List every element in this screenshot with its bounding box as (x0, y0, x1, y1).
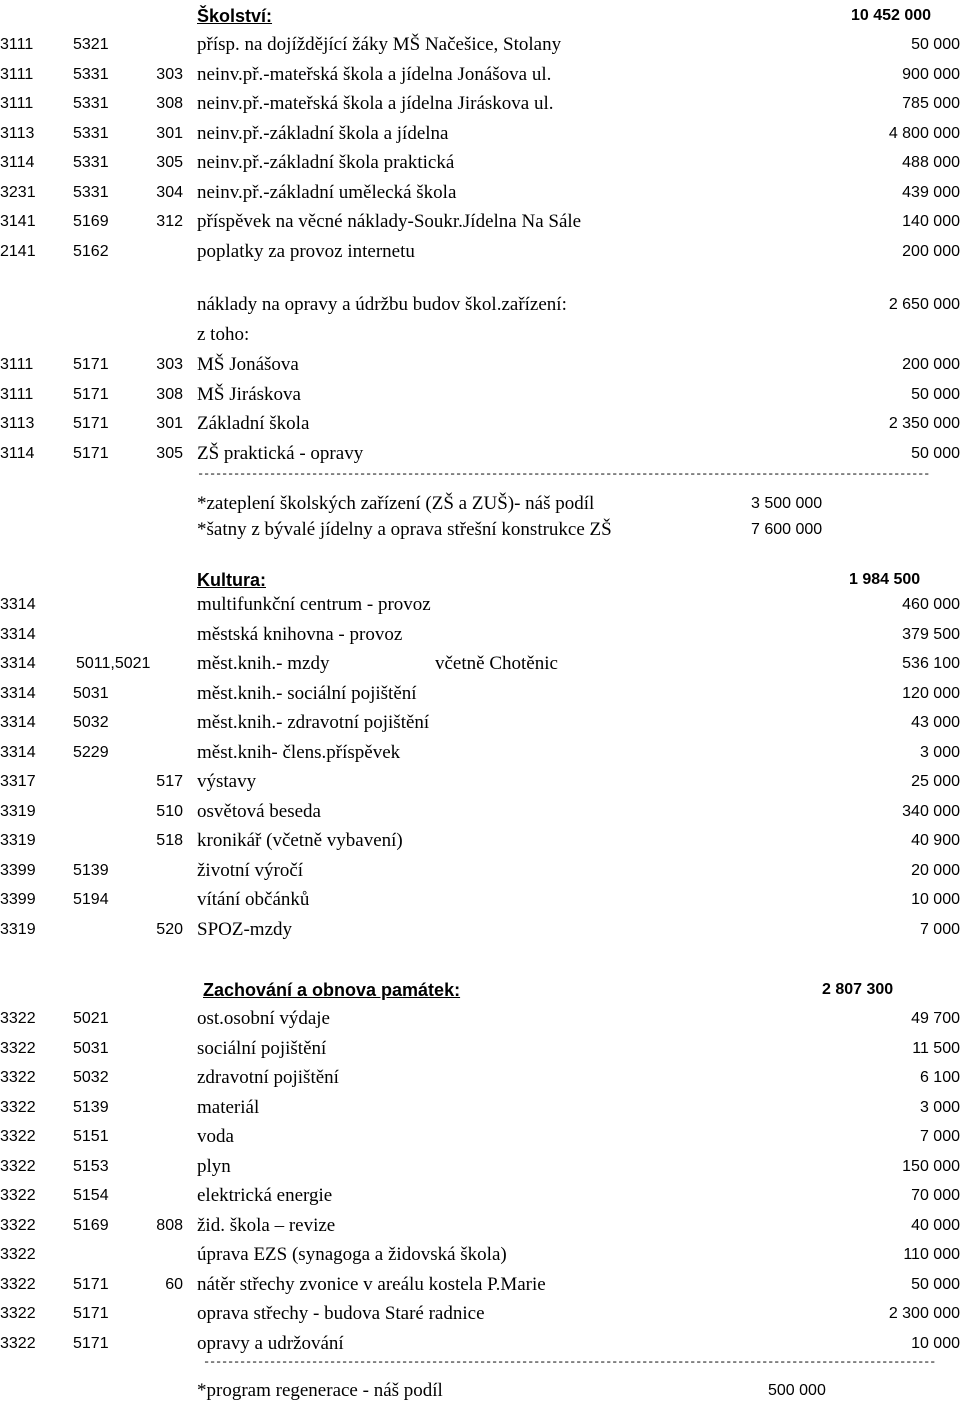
item-amount: 7 000 (919, 1128, 960, 1145)
account-code: 2141 (0, 242, 36, 260)
note-amount: 500 000 (768, 1382, 826, 1399)
table-row (0, 768, 960, 796)
item-description: měst.knih- člens.příspěvek (197, 741, 401, 763)
table-row (0, 709, 960, 737)
account-code: 3399 (0, 891, 36, 908)
table-row (0, 886, 960, 914)
item-description: nátěr střechy zvonice v areálu kostela P.Marie (197, 1273, 546, 1295)
separator-row (0, 464, 960, 484)
org-code: 518 (156, 832, 183, 849)
item-code: 5139 (73, 861, 109, 879)
item-code: 5331 (73, 124, 109, 142)
account-code: 3231 (0, 183, 36, 201)
org-code: 305 (156, 154, 183, 171)
item-amount: 2 300 000 (888, 1305, 960, 1322)
section-title: Školství: (197, 6, 273, 26)
account-code: 3111 (0, 65, 34, 83)
account-code: 3322 (0, 1334, 36, 1352)
item-code: 5169 (73, 1216, 109, 1234)
item-amount: 120 000 (902, 684, 960, 702)
item-amount: 49 700 (911, 1010, 960, 1027)
item-amount: 40 900 (911, 832, 960, 849)
table-row (0, 1094, 960, 1122)
item-amount: 43 000 (911, 714, 960, 731)
note-amount: 7 600 000 (751, 521, 823, 538)
section-total: 1 984 500 (849, 571, 921, 588)
item-description: měst.knih.- mzdy (197, 653, 330, 674)
item-amount: 200 000 (902, 356, 960, 373)
item-code: 5171 (73, 385, 109, 403)
item-amount: 10 000 (911, 891, 960, 908)
item-code: 5171 (73, 1305, 109, 1322)
repairs-total: 2 650 000 (888, 296, 960, 313)
item-amount: 3 000 (919, 743, 960, 761)
item-description: městská knihovna - provoz (197, 623, 403, 645)
account-code: 3322 (0, 1039, 36, 1057)
account-code: 3322 (0, 1069, 36, 1086)
table-row (0, 827, 960, 855)
note-row (0, 516, 960, 544)
table-row (0, 1064, 960, 1092)
note-text: *zateplení školských zařízení (ZŠ a ZUŠ)- náš podíl (197, 493, 595, 514)
item-amount: 3 000 (919, 1098, 960, 1116)
account-code: 3111 (0, 385, 34, 403)
account-code: 3114 (0, 444, 35, 462)
item-description: vítání občánků (197, 889, 310, 910)
item-amount: 460 000 (902, 596, 960, 613)
table-row (0, 1241, 960, 1269)
org-code: 510 (156, 802, 183, 820)
item-amount: 50 000 (911, 36, 960, 53)
table-row (0, 591, 960, 619)
item-description: plyn (197, 1155, 231, 1177)
item-description: SPOZ-mzdy (197, 918, 292, 940)
account-code: 3319 (0, 802, 36, 820)
item-amount: 488 000 (902, 154, 960, 171)
item-amount: 340 000 (902, 802, 960, 820)
table-row (0, 61, 960, 89)
account-code: 3114 (0, 154, 35, 171)
item-description: neinv.př.-základní škola a jídelna (197, 122, 449, 144)
item-amount: 4 800 000 (888, 124, 960, 142)
item-amount: 40 000 (911, 1216, 960, 1234)
account-code: 3399 (0, 861, 36, 879)
account-code: 3113 (0, 124, 35, 142)
account-code: 3314 (0, 714, 36, 731)
item-amount: 900 000 (902, 65, 960, 83)
org-code: 808 (156, 1216, 183, 1234)
item-description: multifunkční centrum - provoz (197, 594, 431, 615)
table-row (0, 798, 960, 826)
item-code: 5171 (73, 415, 109, 432)
item-code: 5331 (73, 65, 109, 83)
note-row (0, 1377, 960, 1405)
section-header-pamatky (0, 976, 960, 1004)
table-row (0, 351, 960, 379)
section-total: 10 452 000 (851, 7, 932, 24)
section-total: 2 807 300 (822, 981, 894, 998)
table-row (0, 1153, 960, 1181)
note-text: *šatny z bývalé jídelny a oprava střešní konstrukce ZŠ (197, 519, 612, 540)
item-description: měst.knih.- zdravotní pojištění (197, 712, 430, 733)
item-description: neinv.př.-základní škola praktická (197, 152, 455, 173)
item-code: 5331 (73, 154, 109, 171)
repairs-summary-row (0, 291, 960, 319)
item-amount: 50 000 (911, 1275, 960, 1293)
item-amount: 150 000 (902, 1157, 960, 1175)
table-row (0, 90, 960, 118)
item-description: oprava střechy - budova Staré radnice (197, 1303, 485, 1324)
org-code: 303 (156, 65, 183, 83)
note-text: *program regenerace - náš podíl (197, 1380, 443, 1401)
item-code: 5331 (73, 95, 109, 112)
table-row (0, 1300, 960, 1328)
table-row (0, 31, 960, 59)
item-description: poplatky za provoz internetu (197, 240, 415, 262)
org-code: 303 (156, 356, 183, 373)
org-code: 60 (165, 1275, 183, 1293)
item-description: životní výročí (197, 859, 304, 881)
table-row (0, 149, 960, 177)
item-amount: 50 000 (911, 444, 960, 462)
item-code: 5151 (73, 1128, 109, 1145)
item-description: osvětová beseda (197, 800, 321, 822)
account-code: 3319 (0, 920, 36, 938)
account-code: 3322 (0, 1128, 36, 1145)
org-code: 517 (156, 773, 183, 790)
repairs-label: náklady na opravy a údržbu budov škol.zařízení: (197, 294, 567, 315)
account-code: 3314 (0, 625, 36, 643)
item-description: přísp. na dojíždějící žáky MŠ Načešice, Stolany (197, 34, 562, 55)
account-code: 3314 (0, 743, 36, 761)
account-code: 3314 (0, 596, 36, 613)
item-description: kronikář (včetně vybavení) (197, 830, 403, 851)
org-code: 305 (156, 444, 183, 462)
item-description: neinv.př.-mateřská škola a jídelna Jonášova ul. (197, 63, 552, 85)
item-amount: 6 100 (919, 1069, 960, 1086)
table-row (0, 381, 960, 409)
item-code: 5031 (73, 684, 109, 702)
item-description: neinv.př.-základní umělecká škola (197, 181, 457, 203)
account-code: 3322 (0, 1098, 36, 1116)
item-code: 5331 (73, 183, 109, 201)
item-amount: 70 000 (911, 1187, 960, 1204)
item-amount: 20 000 (911, 861, 960, 879)
account-code: 3317 (0, 773, 36, 790)
table-row (0, 621, 960, 649)
table-row (0, 208, 960, 236)
item-code: 5139 (73, 1098, 109, 1116)
item-code: 5011,5021 (76, 655, 151, 672)
item-description: materiál (197, 1096, 260, 1118)
item-description: příspěvek na věcné náklady-Soukr.Jídelna Na Sále (197, 211, 582, 232)
table-row (0, 410, 960, 438)
section-header-skolstvi (0, 2, 960, 30)
table-row (0, 857, 960, 885)
item-amount: 25 000 (911, 773, 960, 790)
org-code: 301 (156, 415, 183, 432)
table-row (0, 179, 960, 207)
org-code: 520 (156, 920, 183, 938)
item-code: 5321 (73, 36, 109, 53)
separator-row (0, 1352, 960, 1372)
item-code: 5229 (73, 743, 109, 761)
item-code: 5032 (73, 714, 109, 731)
account-code: 3314 (0, 684, 36, 702)
table-row (0, 120, 960, 148)
item-amount: 379 500 (902, 625, 960, 643)
item-code: 5171 (73, 1275, 109, 1293)
account-code: 3314 (0, 655, 36, 672)
item-note: včetně Chotěnic (435, 653, 558, 674)
item-description: ost.osobní výdaje (197, 1008, 330, 1029)
account-code: 3141 (0, 213, 36, 230)
account-code: 3111 (0, 95, 34, 112)
item-amount: 439 000 (902, 183, 960, 201)
item-code: 5171 (73, 356, 109, 373)
org-code: 308 (156, 385, 183, 403)
item-description: žid. škola – revize (197, 1214, 336, 1236)
table-row (0, 1035, 960, 1063)
item-code: 5032 (73, 1069, 109, 1086)
item-code: 5171 (73, 444, 109, 462)
note-row (0, 490, 960, 518)
table-row (0, 1212, 960, 1240)
org-code: 312 (156, 213, 183, 230)
item-code: 5171 (73, 1334, 109, 1352)
item-description: sociální pojištění (197, 1037, 327, 1059)
table-row (0, 1123, 960, 1151)
table-row (0, 650, 960, 678)
table-row (0, 680, 960, 708)
item-code: 5153 (73, 1157, 109, 1175)
item-description: výstavy (197, 771, 257, 792)
item-code: 5031 (73, 1039, 109, 1057)
item-code: 5154 (73, 1187, 109, 1204)
item-code: 5021 (73, 1010, 109, 1027)
table-row (0, 916, 960, 944)
dashed-separator: -------------------------------------------------------------------------------------------------------------------------- (203, 1355, 936, 1369)
item-description: zdravotní pojištění (197, 1067, 339, 1088)
item-description: MŠ Jiráskova (197, 383, 301, 405)
section-title: Kultura: (197, 570, 266, 590)
account-code: 3319 (0, 832, 36, 849)
item-amount: 140 000 (902, 213, 960, 230)
org-code: 304 (156, 183, 183, 201)
item-description: měst.knih.- sociální pojištění (197, 682, 417, 704)
item-description: elektrická energie (197, 1185, 333, 1206)
item-description: MŠ Jonášova (197, 354, 299, 375)
account-code: 3322 (0, 1216, 36, 1234)
item-amount: 200 000 (902, 242, 960, 260)
account-code: 3322 (0, 1157, 36, 1175)
item-description: úprava EZS (synagoga a židovská škola) (197, 1244, 507, 1265)
item-amount: 11 500 (912, 1039, 960, 1057)
item-description: opravy a udržování (197, 1332, 344, 1354)
item-amount: 50 000 (911, 385, 960, 403)
account-code: 3322 (0, 1275, 36, 1293)
account-code: 3111 (0, 36, 34, 53)
item-code: 5162 (73, 242, 109, 260)
org-code: 308 (156, 95, 183, 112)
item-amount: 785 000 (902, 95, 960, 112)
z-toho-label: z toho: (197, 324, 250, 345)
item-amount: 110 000 (903, 1246, 960, 1263)
table-row (0, 238, 960, 266)
item-amount: 536 100 (902, 655, 960, 672)
item-code: 5169 (73, 213, 109, 230)
item-amount: 2 350 000 (888, 415, 960, 432)
item-amount: 7 000 (919, 920, 960, 938)
account-code: 3322 (0, 1305, 36, 1322)
account-code: 3322 (0, 1010, 36, 1027)
item-description: Základní škola (197, 413, 310, 434)
table-row (0, 1271, 960, 1299)
z-toho-row (0, 321, 960, 349)
item-amount: 10 000 (911, 1334, 960, 1352)
section-header-kultura (0, 566, 960, 594)
item-code: 5194 (73, 891, 109, 908)
item-description: voda (197, 1126, 234, 1147)
account-code: 3322 (0, 1246, 36, 1263)
account-code: 3111 (0, 356, 34, 373)
org-code: 301 (156, 124, 183, 142)
section-title: Zachování a obnova památek: (203, 980, 461, 1000)
table-row (0, 1182, 960, 1210)
item-description: ZŠ praktická - opravy (197, 442, 364, 464)
dashed-separator: -------------------------------------------------------------------------------------------------------------------------- (197, 467, 930, 481)
item-description: neinv.př.-mateřská škola a jídelna Jiráskova ul. (197, 93, 554, 114)
account-code: 3113 (0, 415, 35, 432)
table-row (0, 739, 960, 767)
note-amount: 3 500 000 (751, 495, 823, 512)
account-code: 3322 (0, 1187, 36, 1204)
table-row (0, 1005, 960, 1033)
